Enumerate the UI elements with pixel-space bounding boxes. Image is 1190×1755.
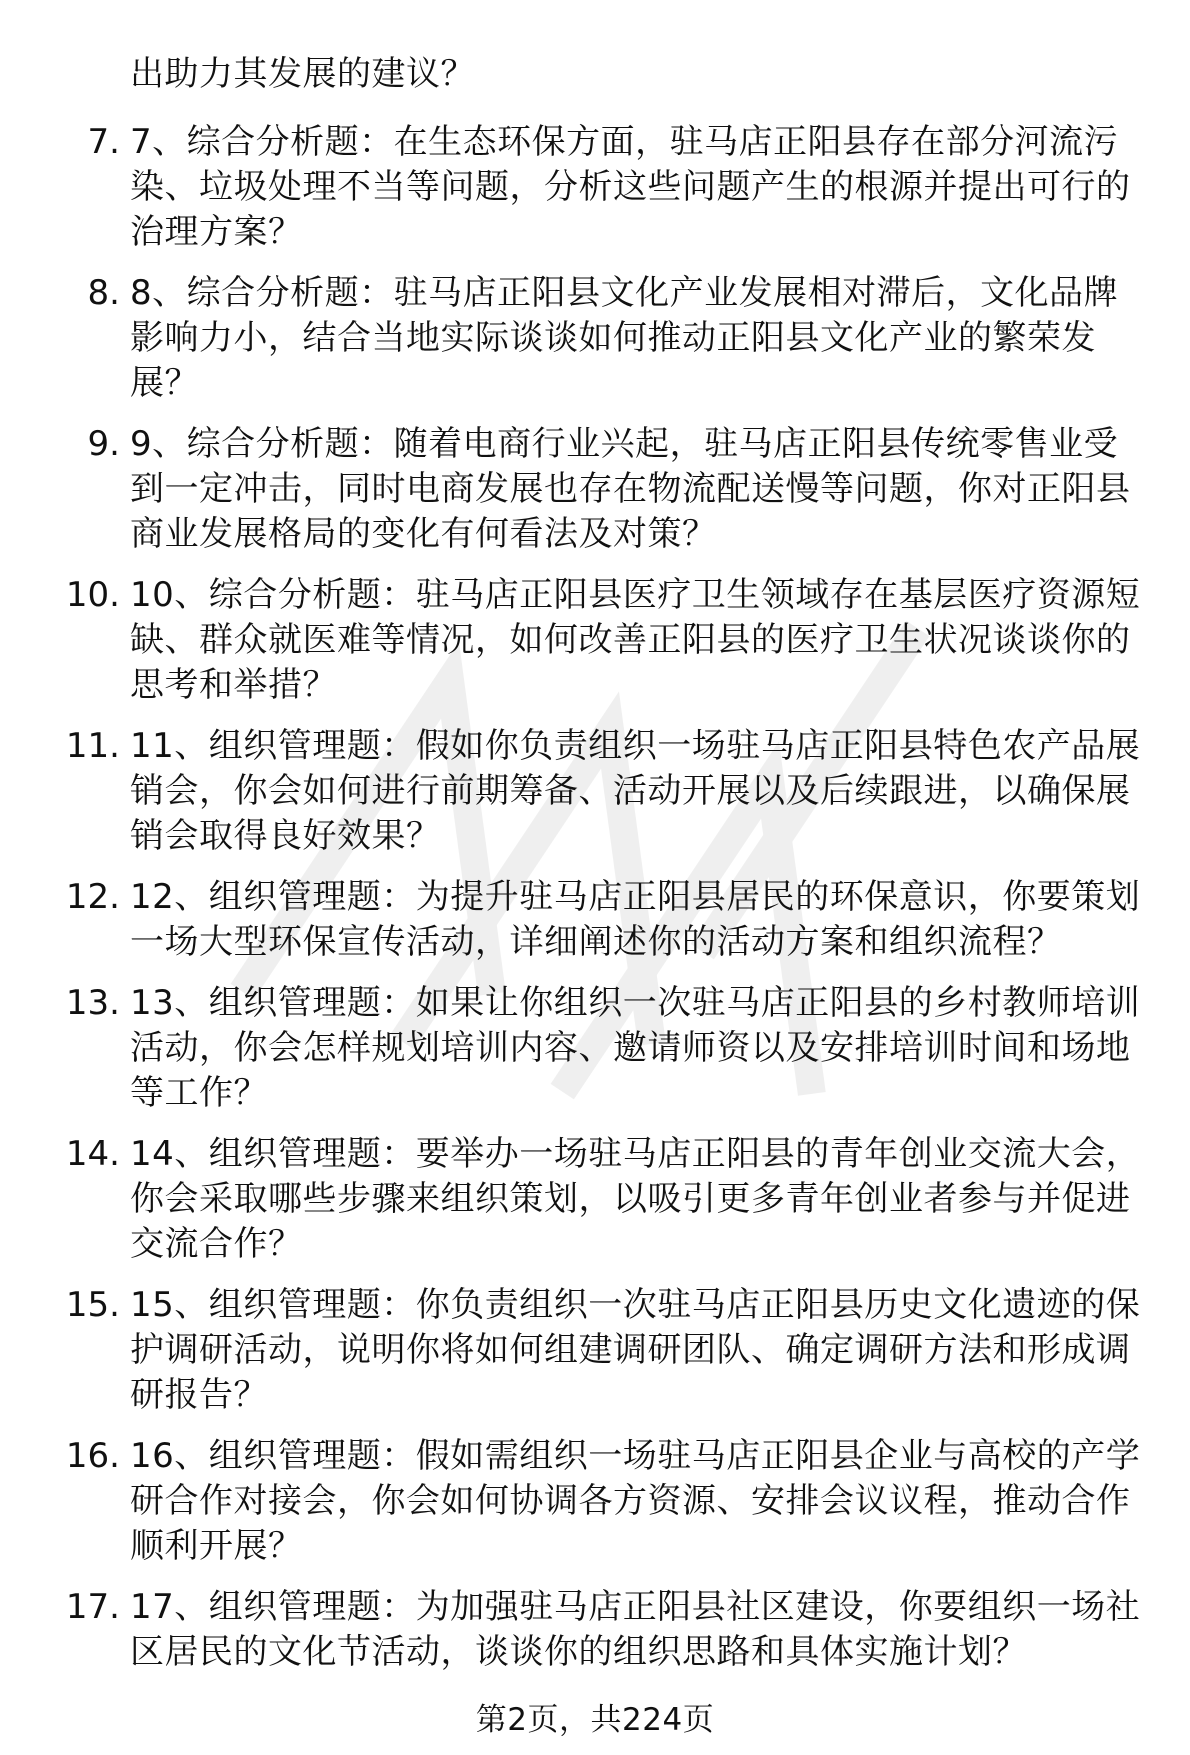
question-item — [0, 981, 1190, 1116]
question-text: 13、组织管理题：如果让你组织一次驻马店正阳县的乡村教师培训活动，你会怎样规划培训内容、邀请师资以及安排培训时间和场地等工作？ — [130, 983, 1141, 1113]
question-item — [0, 120, 1190, 255]
question-item — [0, 875, 1190, 965]
question-number: 7. — [87, 122, 120, 162]
question-number: 16. — [65, 1436, 120, 1476]
page-number: 第2页，共224页 — [475, 1702, 715, 1738]
question-item — [0, 573, 1190, 708]
question-item — [0, 1283, 1190, 1418]
continuation-text: 出助力其发展的建议？ — [130, 54, 475, 94]
question-text: 12、组织管理题：为提升驻马店正阳县居民的环保意识，你要策划一场大型环保宣传活动，详细阐述你的活动方案和组织流程？ — [130, 877, 1141, 962]
question-text: 9、综合分析题：随着电商行业兴起，驻马店正阳县传统零售业受到一定冲击，同时电商发展也存在物流配送慢等问题，你对正阳县商业发展格局的变化有何看法及对策？ — [130, 424, 1131, 554]
question-item — [0, 271, 1190, 406]
question-number: 8. — [87, 273, 120, 313]
question-number: 10. — [65, 575, 120, 615]
question-item — [0, 1434, 1190, 1569]
question-text: 8、综合分析题：驻马店正阳县文化产业发展相对滞后，文化品牌影响力小，结合当地实际谈谈如何推动正阳县文化产业的繁荣发展？ — [130, 273, 1119, 403]
question-number: 12. — [65, 877, 120, 917]
question-number: 14. — [65, 1134, 120, 1174]
question-number: 17. — [65, 1587, 120, 1627]
question-text: 11、组织管理题：假如你负责组织一场驻马店正阳县特色农产品展销会，你会如何进行前期筹备、活动开展以及后续跟进，以确保展销会取得良好效果？ — [130, 726, 1141, 856]
question-text: 16、组织管理题：假如需组织一场驻马店正阳县企业与高校的产学研合作对接会，你会如何协调各方资源、安排会议议程，推动合作顺利开展？ — [130, 1436, 1141, 1566]
question-number: 15. — [65, 1285, 120, 1325]
question-item — [0, 1132, 1190, 1267]
question-number: 9. — [87, 424, 120, 464]
question-text: 14、组织管理题：要举办一场驻马店正阳县的青年创业交流大会，你会采取哪些步骤来组织策划，以吸引更多青年创业者参与并促进交流合作？ — [130, 1134, 1141, 1264]
question-list — [0, 120, 1190, 1691]
question-text: 7、综合分析题：在生态环保方面，驻马店正阳县存在部分河流污染、垃圾处理不当等问题，分析这些问题产生的根源并提出可行的治理方案？ — [130, 122, 1131, 252]
question-text: 10、综合分析题：驻马店正阳县医疗卫生领域存在基层医疗资源短缺、群众就医难等情况，如何改善正阳县的医疗卫生状况谈谈你的思考和举措？ — [130, 575, 1141, 705]
question-item — [0, 1585, 1190, 1675]
question-number: 11. — [65, 726, 120, 766]
question-item — [0, 422, 1190, 557]
question-text: 17、组织管理题：为加强驻马店正阳县社区建设，你要组织一场社区居民的文化节活动，谈谈你的组织思路和具体实施计划？ — [130, 1587, 1141, 1672]
question-number: 13. — [65, 983, 120, 1023]
question-text: 15、组织管理题：你负责组织一次驻马店正阳县历史文化遗迹的保护调研活动，说明你将如何组建调研团队、确定调研方法和形成调研报告？ — [130, 1285, 1141, 1415]
question-item — [0, 724, 1190, 859]
